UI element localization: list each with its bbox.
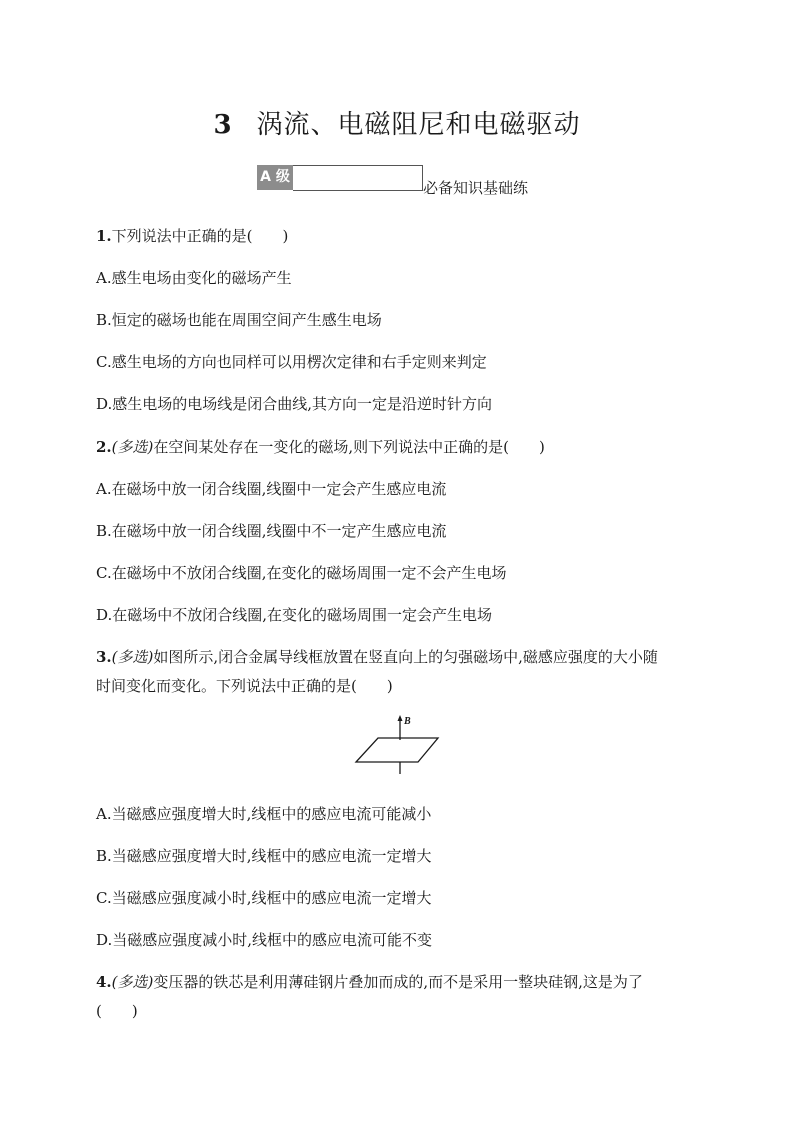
wire-loop <box>356 738 438 762</box>
question-text: 变压器的铁芯是利用薄硅钢片叠加而成的,而不是采用一整块硅钢,这是为了 <box>153 973 643 991</box>
multi-select-tag: (多选) <box>111 648 154 666</box>
q1-option-a: A.感生电场由变化的磁场产生 <box>96 269 292 287</box>
question-1-stem <box>96 225 288 246</box>
question-number: 2. <box>96 438 112 456</box>
q3-option-b: B.当磁感应强度增大时,线框中的感应电流一定增大 <box>96 847 432 865</box>
magnetic-field-figure <box>350 712 450 782</box>
q1-option-c: C.感生电场的方向也同样可以用楞次定律和右手定则来判定 <box>96 353 487 371</box>
question-3-stem-line-1 <box>96 646 658 667</box>
question-4-stem-line-2: ( ) <box>96 1002 138 1020</box>
page-title <box>0 104 794 141</box>
level-label: 必备知识基础练 <box>423 179 529 197</box>
q2-option-c: C.在磁场中不放闭合线圈,在变化的磁场周围一定不会产生电场 <box>96 564 507 582</box>
field-label-b: B <box>404 716 411 727</box>
question-2-stem <box>96 436 545 457</box>
q1-option-b: B.恒定的磁场也能在周围空间产生感生电场 <box>96 311 382 329</box>
q3-option-c: C.当磁感应强度减小时,线框中的感应电流一定增大 <box>96 889 432 907</box>
q3-option-a: A.当磁感应强度增大时,线框中的感应电流可能减小 <box>96 805 432 823</box>
question-3-stem-line-2: 时间变化而变化。下列说法中正确的是( ) <box>96 677 393 695</box>
q2-option-b: B.在磁场中放一闭合线圈,线圈中不一定产生感应电流 <box>96 522 447 540</box>
question-number: 4. <box>96 973 112 991</box>
q3-option-d: D.当磁感应强度减小时,线框中的感应电流可能不变 <box>96 931 433 949</box>
multi-select-tag: (多选) <box>111 973 154 991</box>
question-text: 在空间某处存在一变化的磁场,则下列说法中正确的是( ) <box>153 438 545 456</box>
question-text: 下列说法中正确的是( ) <box>111 227 289 245</box>
question-number: 1. <box>96 227 112 245</box>
question-text: 如图所示,闭合金属导线框放置在竖直向上的匀强磁场中,磁感应强度的大小随 <box>153 648 658 666</box>
q2-option-a: A.在磁场中放一闭合线圈,线圈中一定会产生感应电流 <box>96 480 447 498</box>
question-number: 3. <box>96 648 112 666</box>
level-box <box>293 165 423 191</box>
q1-option-d: D.感生电场的电场线是闭合曲线,其方向一定是沿逆时针方向 <box>96 395 493 413</box>
question-4-stem-line-1 <box>96 971 643 992</box>
section-title: 涡流、电磁阻尼和电磁驱动 <box>256 110 581 140</box>
section-number: 3 <box>213 110 233 140</box>
field-arrowhead <box>398 715 403 721</box>
q2-option-d: D.在磁场中不放闭合线圈,在变化的磁场周围一定会产生电场 <box>96 606 493 624</box>
multi-select-tag: (多选) <box>111 438 154 456</box>
level-badge: A 级 <box>257 165 293 190</box>
